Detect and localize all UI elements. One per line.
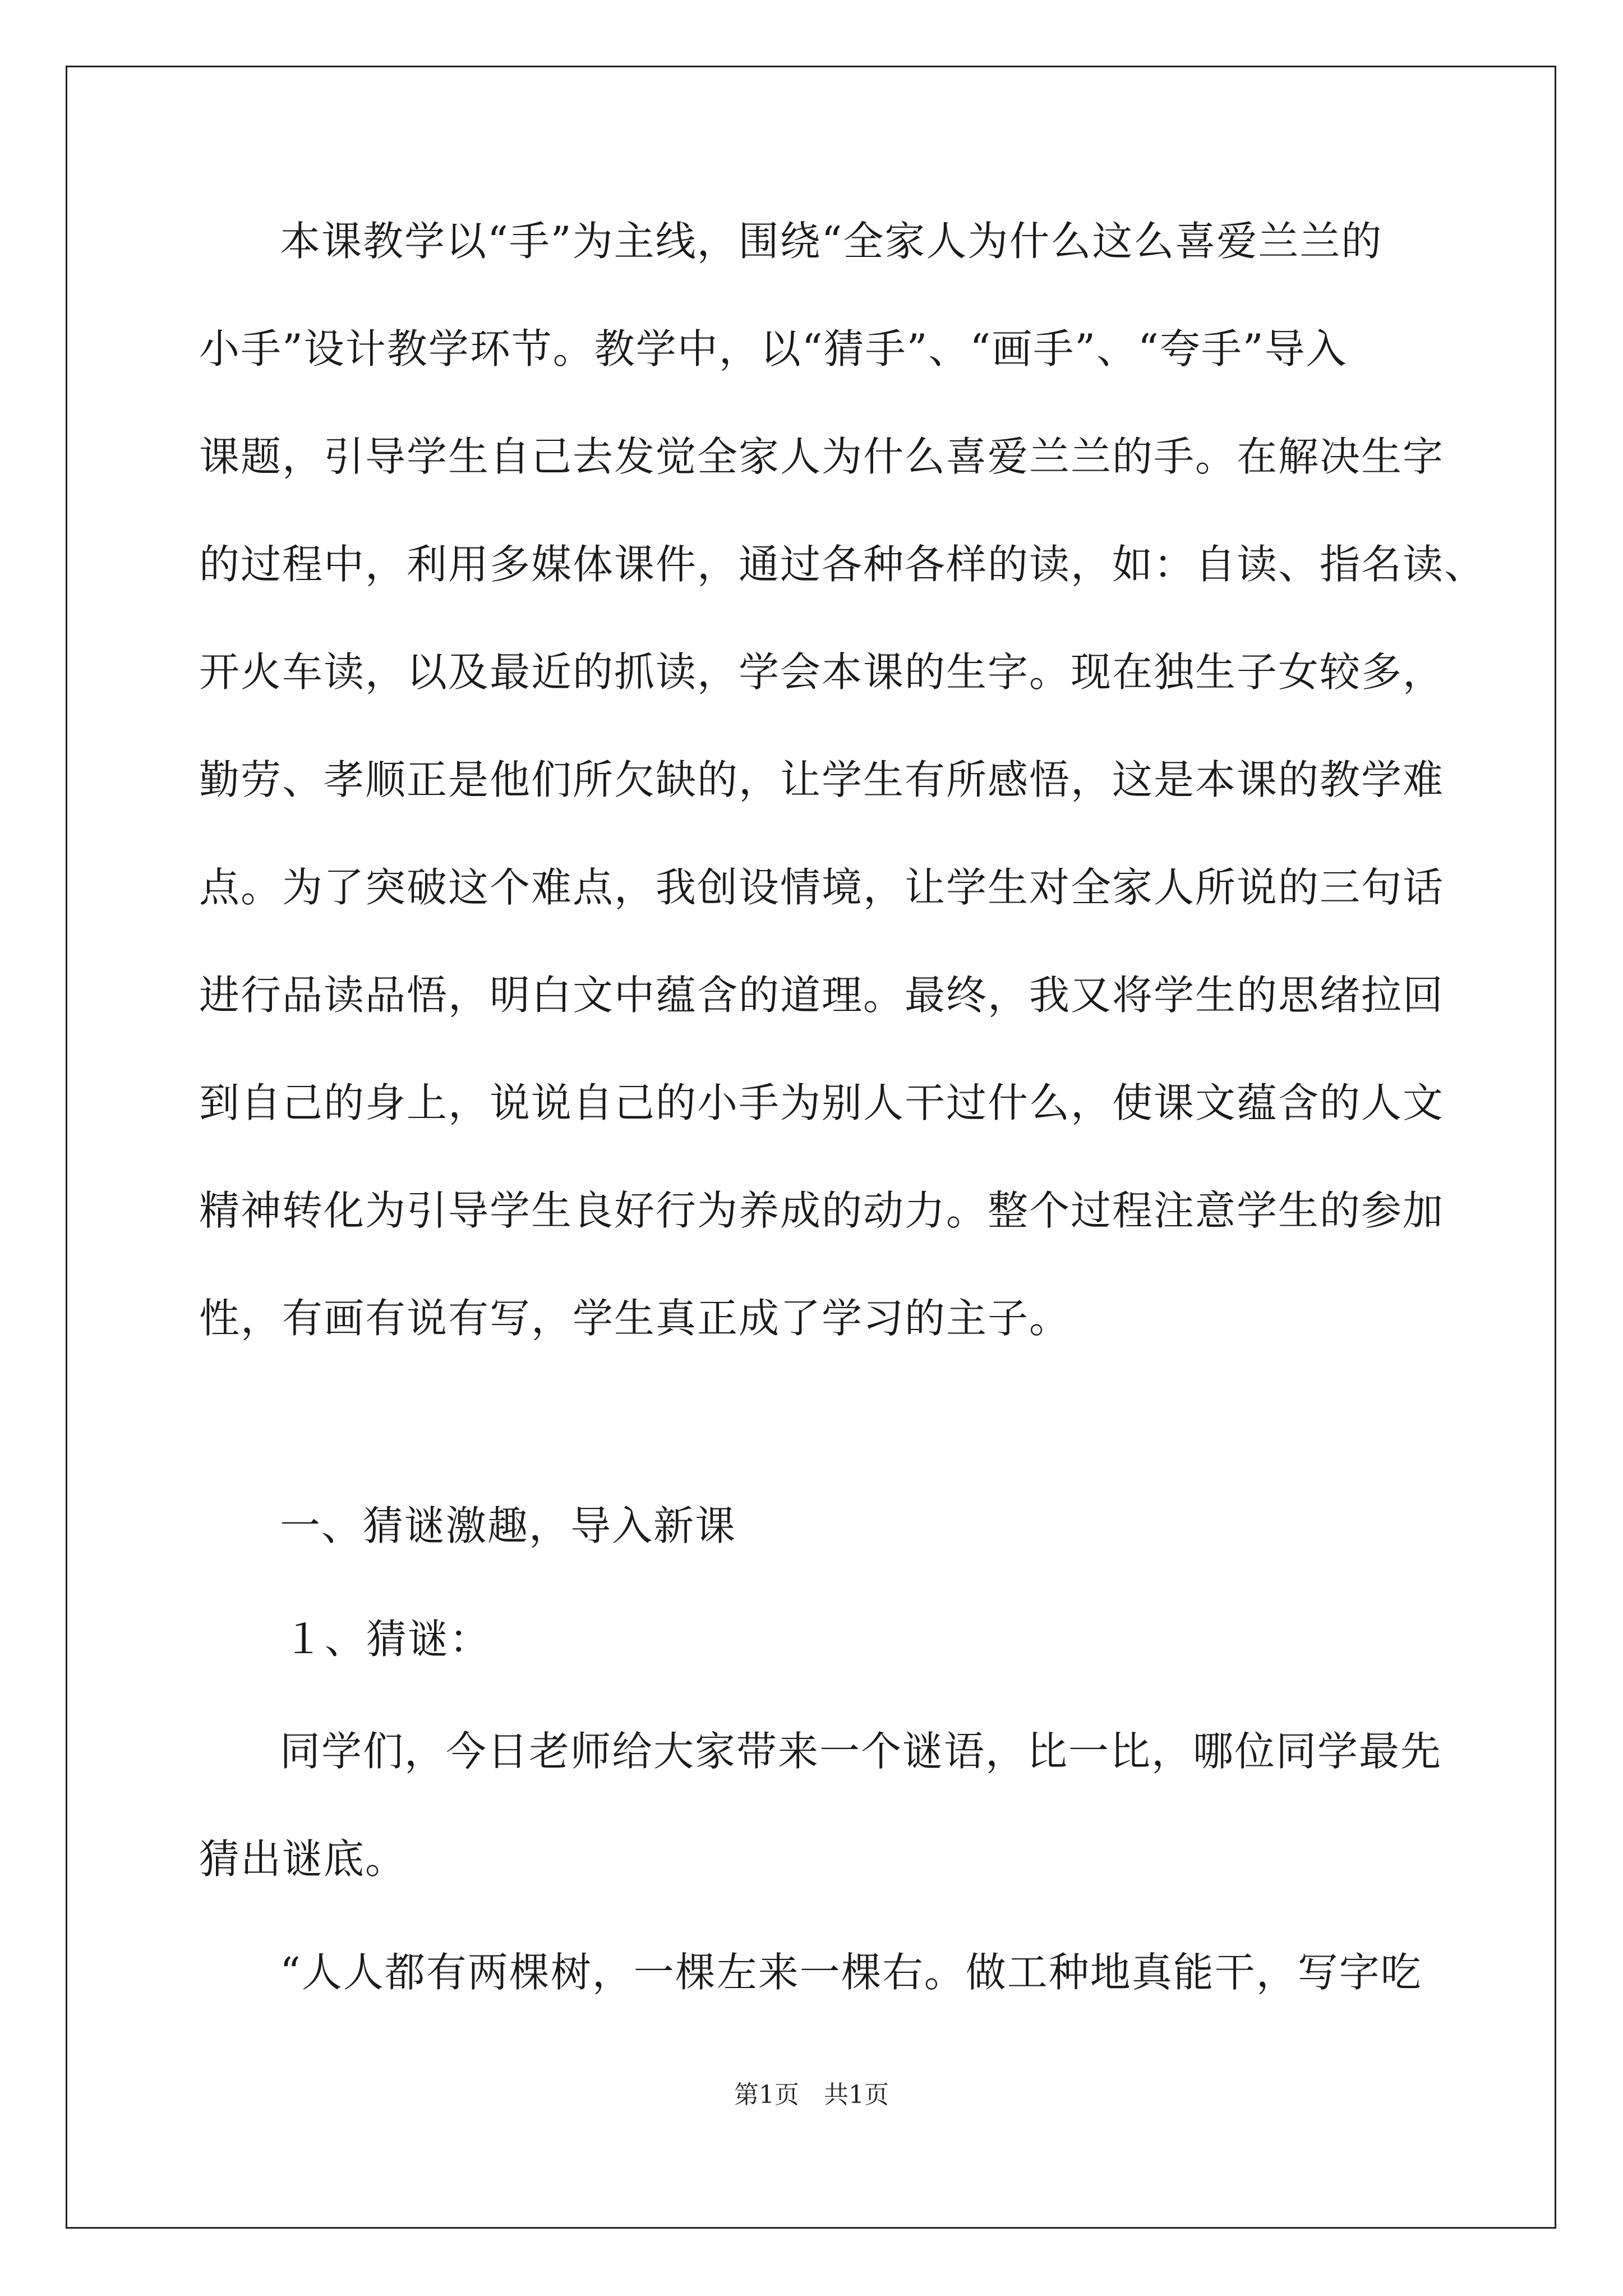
paragraph-line: 到自己的身上，说说自己的小手为别人干过什么，使课文蕴含的人文 xyxy=(199,1079,1445,1126)
paragraph-line: 开火车读，以及最近的抓读，学会本课的生字。现在独生子女较多， xyxy=(199,648,1445,696)
paragraph-line: 点。为了突破这个难点，我创设情境，让学生对全家人所说的三句话 xyxy=(199,864,1445,911)
subheading: １、猜谜： xyxy=(283,1616,491,1663)
paragraph-line: 性，有画有说有写，学生真正成了学习的主子。 xyxy=(199,1295,1071,1342)
section-heading: 一、猜谜激趣，导入新课 xyxy=(280,1502,737,1549)
paragraph-line: 小手”设计教学环节。教学中，以“猜手”、“画手”、“夸手”导入 xyxy=(199,325,1348,372)
paragraph-line: 勤劳、孝顺正是他们所欠缺的，让学生有所感悟，这是本课的教学难 xyxy=(199,756,1445,803)
page-footer: 第1页 共1页 xyxy=(734,2081,889,2109)
paragraph-line: 课题，引导学生自己去发觉全家人为什么喜爱兰兰的手。在解决生字 xyxy=(199,433,1445,480)
paragraph-line: “人人都有两棵树，一棵左来一棵右。做工种地真能干，写字吃 xyxy=(280,1949,1422,1996)
paragraph-line: 猜出谜底。 xyxy=(199,1835,407,1883)
paragraph-line: 同学们，今日老师给大家带来一个谜语，比一比，哪位同学最先 xyxy=(280,1728,1442,1775)
paragraph-line: 的过程中，利用多媒体课件，通过各种各样的读，如：自读、指名读、 xyxy=(199,541,1486,588)
page-border xyxy=(66,66,1556,2229)
paragraph-line: 进行品读品悟，明白文中蕴含的道理。最终，我又将学生的思绪拉回 xyxy=(199,972,1445,1019)
paragraph-line: 精神转化为引导学生良好行为养成的动力。整个过程注意学生的参加 xyxy=(199,1187,1445,1234)
paragraph-line: 本课教学以“手”为主线，围绕“全家人为什么这么喜爱兰兰的 xyxy=(280,218,1383,265)
